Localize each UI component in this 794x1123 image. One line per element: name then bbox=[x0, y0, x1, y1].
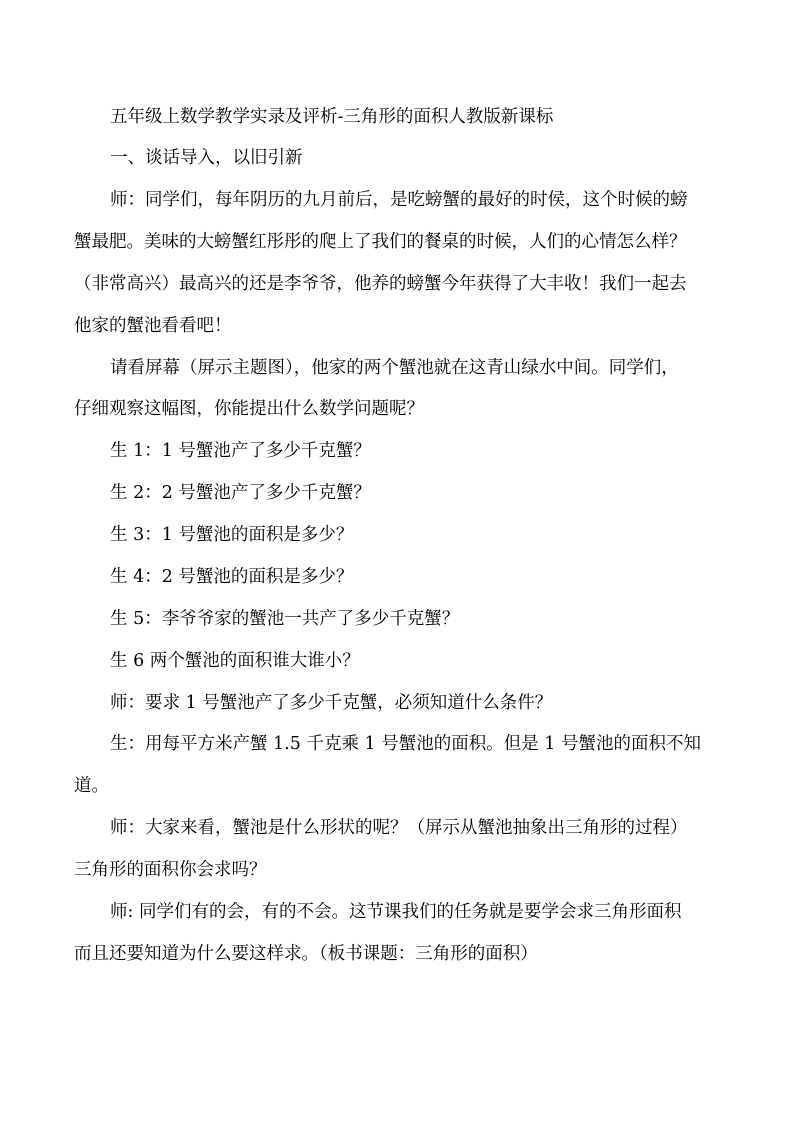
paragraph-line: 他家的蟹池看看吧！ bbox=[74, 316, 232, 336]
student-question: 生 3：1 号蟹池的面积是多少？ bbox=[110, 525, 354, 545]
student-question: 生 6 两个蟹池的面积谁大谁小？ bbox=[110, 651, 360, 671]
paragraph-line: 蟹最肥。美味的大螃蟹红彤彤的爬上了我们的餐桌的时候，人们的心情怎么样？ bbox=[74, 232, 687, 252]
paragraph-line: 三角形的面积你会求吗？ bbox=[74, 860, 267, 880]
document-title: 五年级上数学教学实录及评析-三角形的面积人教版新课标 bbox=[110, 107, 554, 127]
paragraph-line: 师：同学们，每年阴历的九月前后，是吃螃蟹的最好的时侯，这个时候的螃 bbox=[110, 190, 688, 210]
paragraph-line: 而且还要知道为什么要这样求。（板书课题：三角形的面积） bbox=[74, 944, 538, 964]
paragraph-line: 师：大家来看，蟹池是什么形状的呢？（屏示从蟹池抽象出三角形的过程） bbox=[110, 818, 688, 838]
paragraph-line: 师: 同学们有的会，有的不会。这节课我们的任务就是要学会求三角形面积 bbox=[110, 902, 682, 922]
teacher-question: 师：要求 1 号蟹池产了多少千克蟹，必须知道什么条件？ bbox=[110, 693, 553, 713]
student-question: 生 1：1 号蟹池产了多少千克蟹？ bbox=[110, 441, 371, 461]
student-answer-line: 生：用每平方米产蟹 1.5 千克乘 1 号蟹池的面积。但是 1 号蟹池的面积不知 bbox=[110, 734, 701, 754]
section-heading: 一、谈话导入，以旧引新 bbox=[110, 148, 303, 168]
paragraph-line: 仔细观察这幅图，你能提出什么数学问题呢？ bbox=[74, 399, 424, 419]
paragraph-line: 请看屏幕（屏示主题图），他家的两个蟹池就在这青山绿水中间。同学们， bbox=[110, 358, 679, 378]
student-question: 生 4：2 号蟹池的面积是多少？ bbox=[110, 567, 354, 587]
student-question: 生 2：2 号蟹池产了多少千克蟹？ bbox=[110, 483, 371, 503]
paragraph-line: （非常高兴）最高兴的还是李爷爷，他养的螃蟹今年获得了大丰收！我们一起去 bbox=[74, 274, 687, 294]
student-answer-line: 道。 bbox=[74, 776, 109, 796]
student-question: 生 5：李爷爷家的蟹池一共产了多少千克蟹？ bbox=[110, 609, 460, 629]
